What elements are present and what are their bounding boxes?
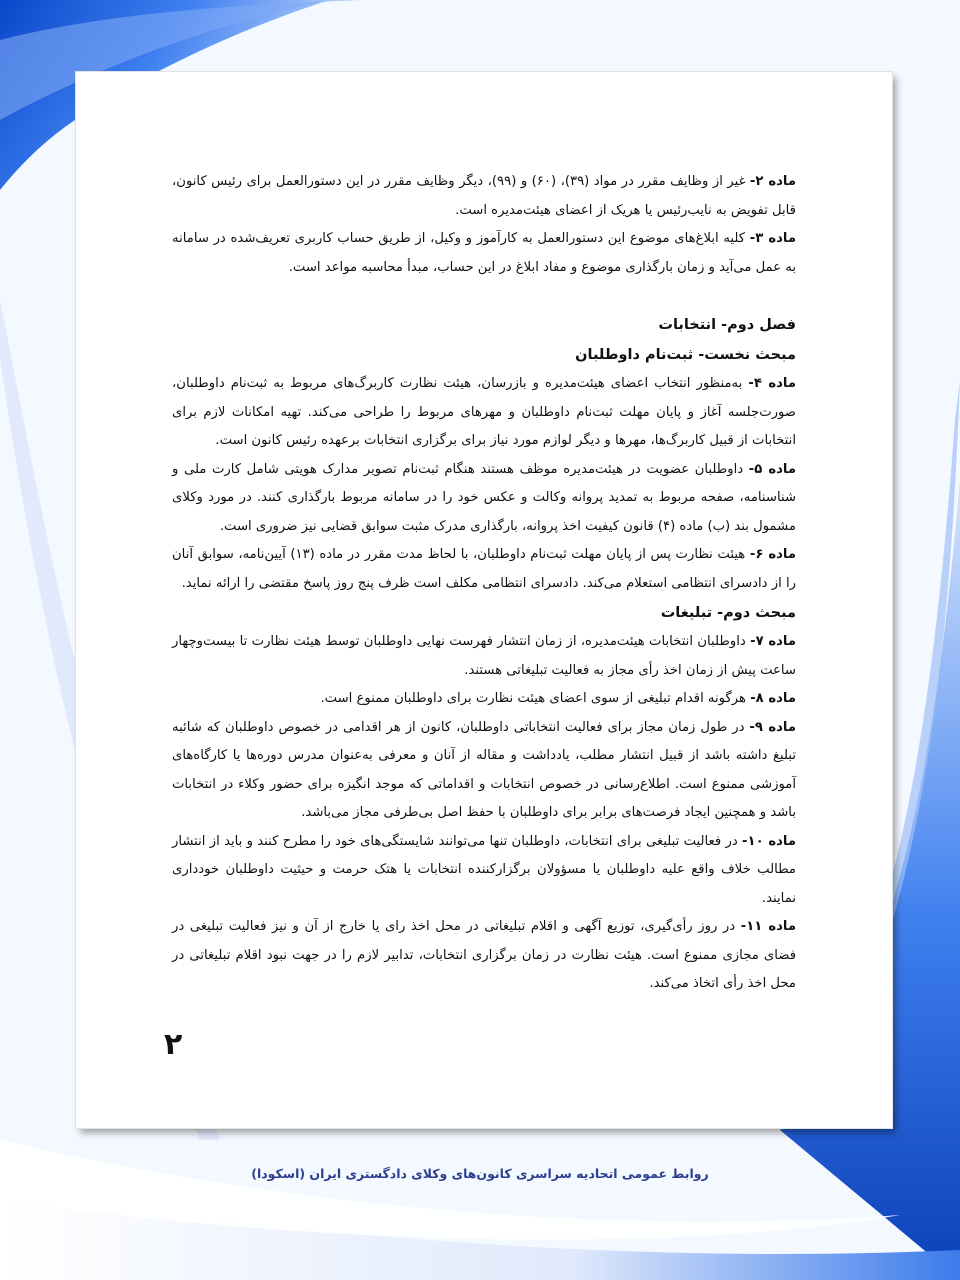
article-text: هرگونه اقدام تبلیغی از سوی اعضای هیئت نظارت برای داوطلبان ممنوع است.: [320, 691, 751, 706]
article-label: ماده ۷-: [750, 634, 797, 649]
article-text: در روز رأی‌گیری، توزیع آگهی و اقلام تبلیغاتی در محل اخذ رای یا خارج از آن و نیز فعالیت تبلیغی در فضای مجازی ممنوع است. هیئت نظارت در زمان برگزاری انتخابات، تدابیر لازم را در جهت نبود اقلام تبلیغاتی در محل اخذ رأی اتخاذ می‌کند.: [172, 919, 796, 991]
document-body: [172, 168, 796, 999]
article-label: ماده ۵-: [748, 461, 796, 477]
page-number: ۲: [164, 1027, 183, 1062]
article-text: به‌منظور انتخاب اعضای هیئت‌مدیره و بازرسان، هیئت نظارت کاربرگ‌های مربوط به ثبت‌نام داوطلبان، صورت‌جلسه آغاز و پایان مهلت ثبت‌نام داوطلبان و مهرهای مربوط را طراحی می‌کند. تهیه امکانات لازم برای انتخابات از قبیل کاربرگ‌ها، مهرها و دیگر لوازم مورد نیاز برای برگزاری انتخابات برعهده رئیس کانون است.: [172, 376, 796, 448]
article-label: ماده ۸-: [750, 691, 796, 706]
article-label: ماده ۳-: [749, 231, 796, 246]
article-text: غیر از وظایف مقرر در مواد (۳۹)، (۶۰) و (۹۹)، دیگر وظایف مقرر در این دستورالعمل برای رئیس کانون، قابل تفویض به نایب‌رئیس یا هریک از اعضای هیئت‌مدیره است.: [172, 174, 796, 218]
article-label: ماده ۴-: [748, 376, 796, 391]
article-paragraph: [172, 370, 796, 456]
article-label: ماده ۲-: [749, 174, 796, 189]
article-label: ماده ۱۱-: [740, 919, 796, 934]
article-paragraph: [172, 541, 796, 598]
article-paragraph: [172, 628, 796, 685]
article-label: ماده ۶-: [749, 547, 797, 562]
article-label: ماده ۱۰-: [742, 833, 796, 849]
section-heading: مبحث دوم- تبلیغات: [660, 605, 796, 621]
article-text: هیئت نظارت پس از پایان مهلت ثبت‌نام داوطلبان، با لحاظ مدت مقرر در ماده (۱۳) آیین‌نامه، سوابق آنان را از دادسرای انتظامی استعلام می‌کند. دادسرای انتظامی مکلف است ظرف پنج روز پاسخ مقتضی را ارائه نماید.: [172, 547, 796, 591]
article-paragraph: [172, 685, 796, 714]
article-paragraph: [172, 828, 796, 914]
article-text: داوطلبان انتخابات هیئت‌مدیره، از زمان انتشار فهرست نهایی داوطلبان توسط هیئت نظارت تا بیست‌وچهار ساعت پیش از زمان اخذ رأی مجاز به فعالیت تبلیغاتی هستند.: [172, 634, 796, 678]
footer-credit: روابط عمومی اتحادیه سراسری کانون‌های وکلای دادگستری ایران (اسکودا): [251, 1166, 709, 1181]
article-paragraph: [172, 456, 796, 542]
article-paragraph: [172, 225, 796, 282]
article-paragraph: [172, 714, 796, 828]
article-text: در فعالیت تبلیغی برای انتخابات، داوطلبان تنها می‌توانند شایستگی‌های خود را مطرح کنند و باید از انتشار مطالب خلاف واقع علیه داوطلبان یا مسؤولان برگزارکننده انتخابات یا هتک حرمت و حیثیت داوطلبان خودداری نمایند.: [172, 833, 796, 906]
document-page: [76, 72, 892, 1128]
article-text: داوطلبان عضویت در هیئت‌مدیره موظف هستند هنگام ثبت‌نام تصویر مدارک هویتی شامل کارت ملی و شناسنامه، صفحه مربوط به تمدید پروانه وکالت و عکس خود را در سامانه مربوط بارگذاری کنند. در مورد وکلای مشمول بند (ب) ماده (۴) قانون کیفیت اخذ پروانه، بارگذاری مدرک مثبت سوابق قضایی نیز ضروری است.: [172, 461, 796, 534]
article-text: در طول زمان مجاز برای فعالیت انتخاباتی داوطلبان، کانون از هر اقدامی در خصوص داوطلبان که شائبه تبلیغ داشته باشد از قبیل انتشار مطلب، یادداشت و مقاله از آنان و معرفی به‌عنوان مدرس دوره‌ها یا کارگاه‌های آموزشی ممنوع است. اطلاع‌رسانی در خصوص انتخابات و اقداماتی که موجد انگیزه برای حضور وکلاء در انتخابات باشد و همچنین ایجاد فرصت‌های برابر برای داوطلبان با حفظ اصل بی‌طرفی مجاز می‌باشد.: [172, 719, 796, 820]
section-heading: مبحث نخست- ثبت‌نام داوطلبان: [575, 347, 796, 363]
article-text: کلیه ابلاغ‌های موضوع این دستورالعمل به کارآموز و وکیل، از طریق حساب کاربری تعریف‌شده در سامانه به عمل می‌آید و زمان بارگذاری موضوع و مفاد ابلاغ در این حساب، مبدأ محاسبه مواعد است.: [172, 231, 796, 275]
article-paragraph: [172, 913, 796, 999]
article-paragraph: [172, 168, 796, 225]
article-label: ماده ۹-: [749, 719, 796, 735]
chapter-heading: فصل دوم- انتخابات: [658, 317, 796, 333]
